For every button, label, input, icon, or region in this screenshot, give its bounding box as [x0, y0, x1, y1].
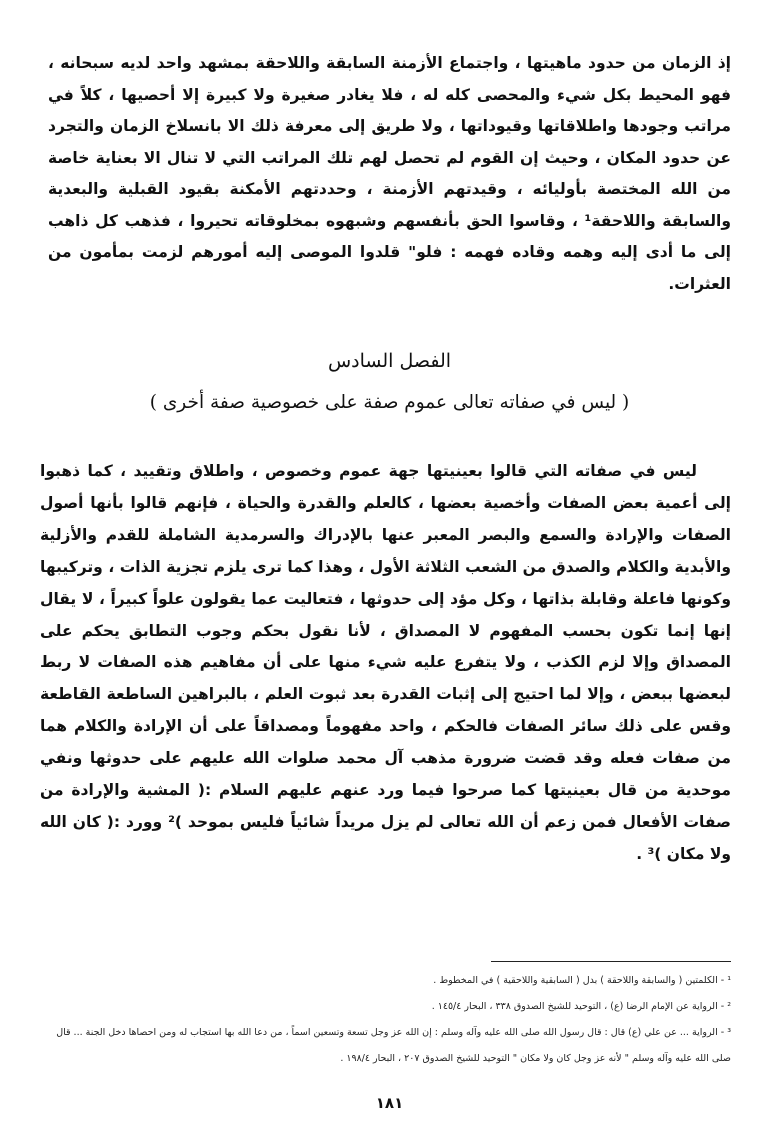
intro-paragraph: إذ الزمان من حدود ماهيتها ، واجتماع الأزمنة السابقة واللاحقة بمشهد واحد لديه سبحانه ، فهو المحيط بكل شيء والمحصى كله له ، فلا يغادر صغيرة ولا كبيرة إلا أحصيها ، كلاً في مراتب وجودها واطلاقاتها وقيوداتها ، ولا طريق إلى معرفة ذلك الا بانسلاخ الزمان والتجرد عن حدود المكان ، وحيث إن القوم لم تحصل لهم تلك المراتب التي لا تنال الا بعناية خاصة من الله المختصة بأوليائه ، وقيدتهم الأزمنة ، وحددتهم الأمكنة بقيود القبلية والبعدية والسابقة واللاحقة¹ ، وقاسوا الحق بأنفسهم وشبهوه بمخلوقاته تحيروا ، فذهب كل ذاهب إلى ما أدى إليه وهمه وقاده فهمه : فلو" قلدوا الموصى إليه أمورهم لزمت بمأمون من العثرات.: [48, 54, 731, 293]
footnote-3: ³ - الرواية ... عن علي (ع) قال : قال رسول الله صلى الله عليه وآله وسلم : إن الله عز وجل تسعة وتسعين اسماً ، من دعا الله بها استجاب له ومن احصاها دخل الجنة ... قال صلى الله عليه وآله وسلم " لأنه عز وجل كان ولا مكان " التوحيد للشيخ الصدوق ٢٠٧ ، البحار ١٩٨/٤ .: [56, 1027, 731, 1064]
chapter-subtitle: ( ليس في صفاته تعالى عموم صفة على خصوصية صفة أخرى ): [149, 392, 630, 413]
page-number: ١٨١: [375, 1094, 404, 1112]
main-paragraph: ليس في صفاته التي قالوا بعينيتها جهة عموم وخصوص ، واطلاق وتقييد ، كما ذهبوا إلى أعمية بعض الصفات وأخصية بعضها ، كالعلم والقدرة والحياة ، فإنهم قالوا بأنها أصول الصفات والإرادة والسمع والبصر المعبر عنها بالإدراك والسرمدية الشاملة للقدم والأزلية والأبدية والكلام والصدق من الشعب الثلاثة الأول ، وهذا كما ترى يلزم تجزية الذات ، وتركيبها وكونها فاعلة وقابلة بذاتها ، وكل مؤد إلى حدوثها ، فتعاليت عما يقولون علواً كبيراً ، لا يقال إنها إنما تكون بحسب المفهوم لا المصداق ، لأنا نقول بحكم وجوب التطابق يحكم على المصداق وإلا لزم الكذب ، ولا يتفرع عليه شيء منها على أن مفاهيم هذه الصفات لا ربط لبعضها ببعض ، وإلا لما احتيج إلى إثبات القدرة بعد ثبوت العلم ، بالبراهين الساطعة القاطعة وقس على ذلك سائر الصفات فالحكم ، واحد مفهوماً ومصداقاً على أن الإرادة والكلام هما من صفات فعله وقد قضت ضرورة مذهب آل محمد صلوات الله عليهم على حدوثها ونفي موحدية من قال بعينيتها كما صرحوا فيما ورد عنهم عليهم السلام :( المشية والإرادة من صفات الأفعال فمن زعم أن الله تعالى لم يزل مريداً شائياً فليس بموحد )² وورد :( كان الله ولا مكان )³ .: [40, 462, 731, 863]
footnote-2: ² - الرواية عن الإمام الرضا (ع) ، التوحيد للشيخ الصدوق ٣٣٨ ، البحار ١٤٥/٤ .: [431, 1001, 731, 1012]
footnote-divider: [491, 961, 731, 962]
footnotes: [48, 968, 731, 1072]
footnote-1: ¹ - الكلمتين ( والسابقة واللاحقة ) بدل ( السابقية واللاحقية ) في المخطوط .: [433, 975, 731, 986]
chapter-title: الفصل السادس: [327, 350, 452, 372]
